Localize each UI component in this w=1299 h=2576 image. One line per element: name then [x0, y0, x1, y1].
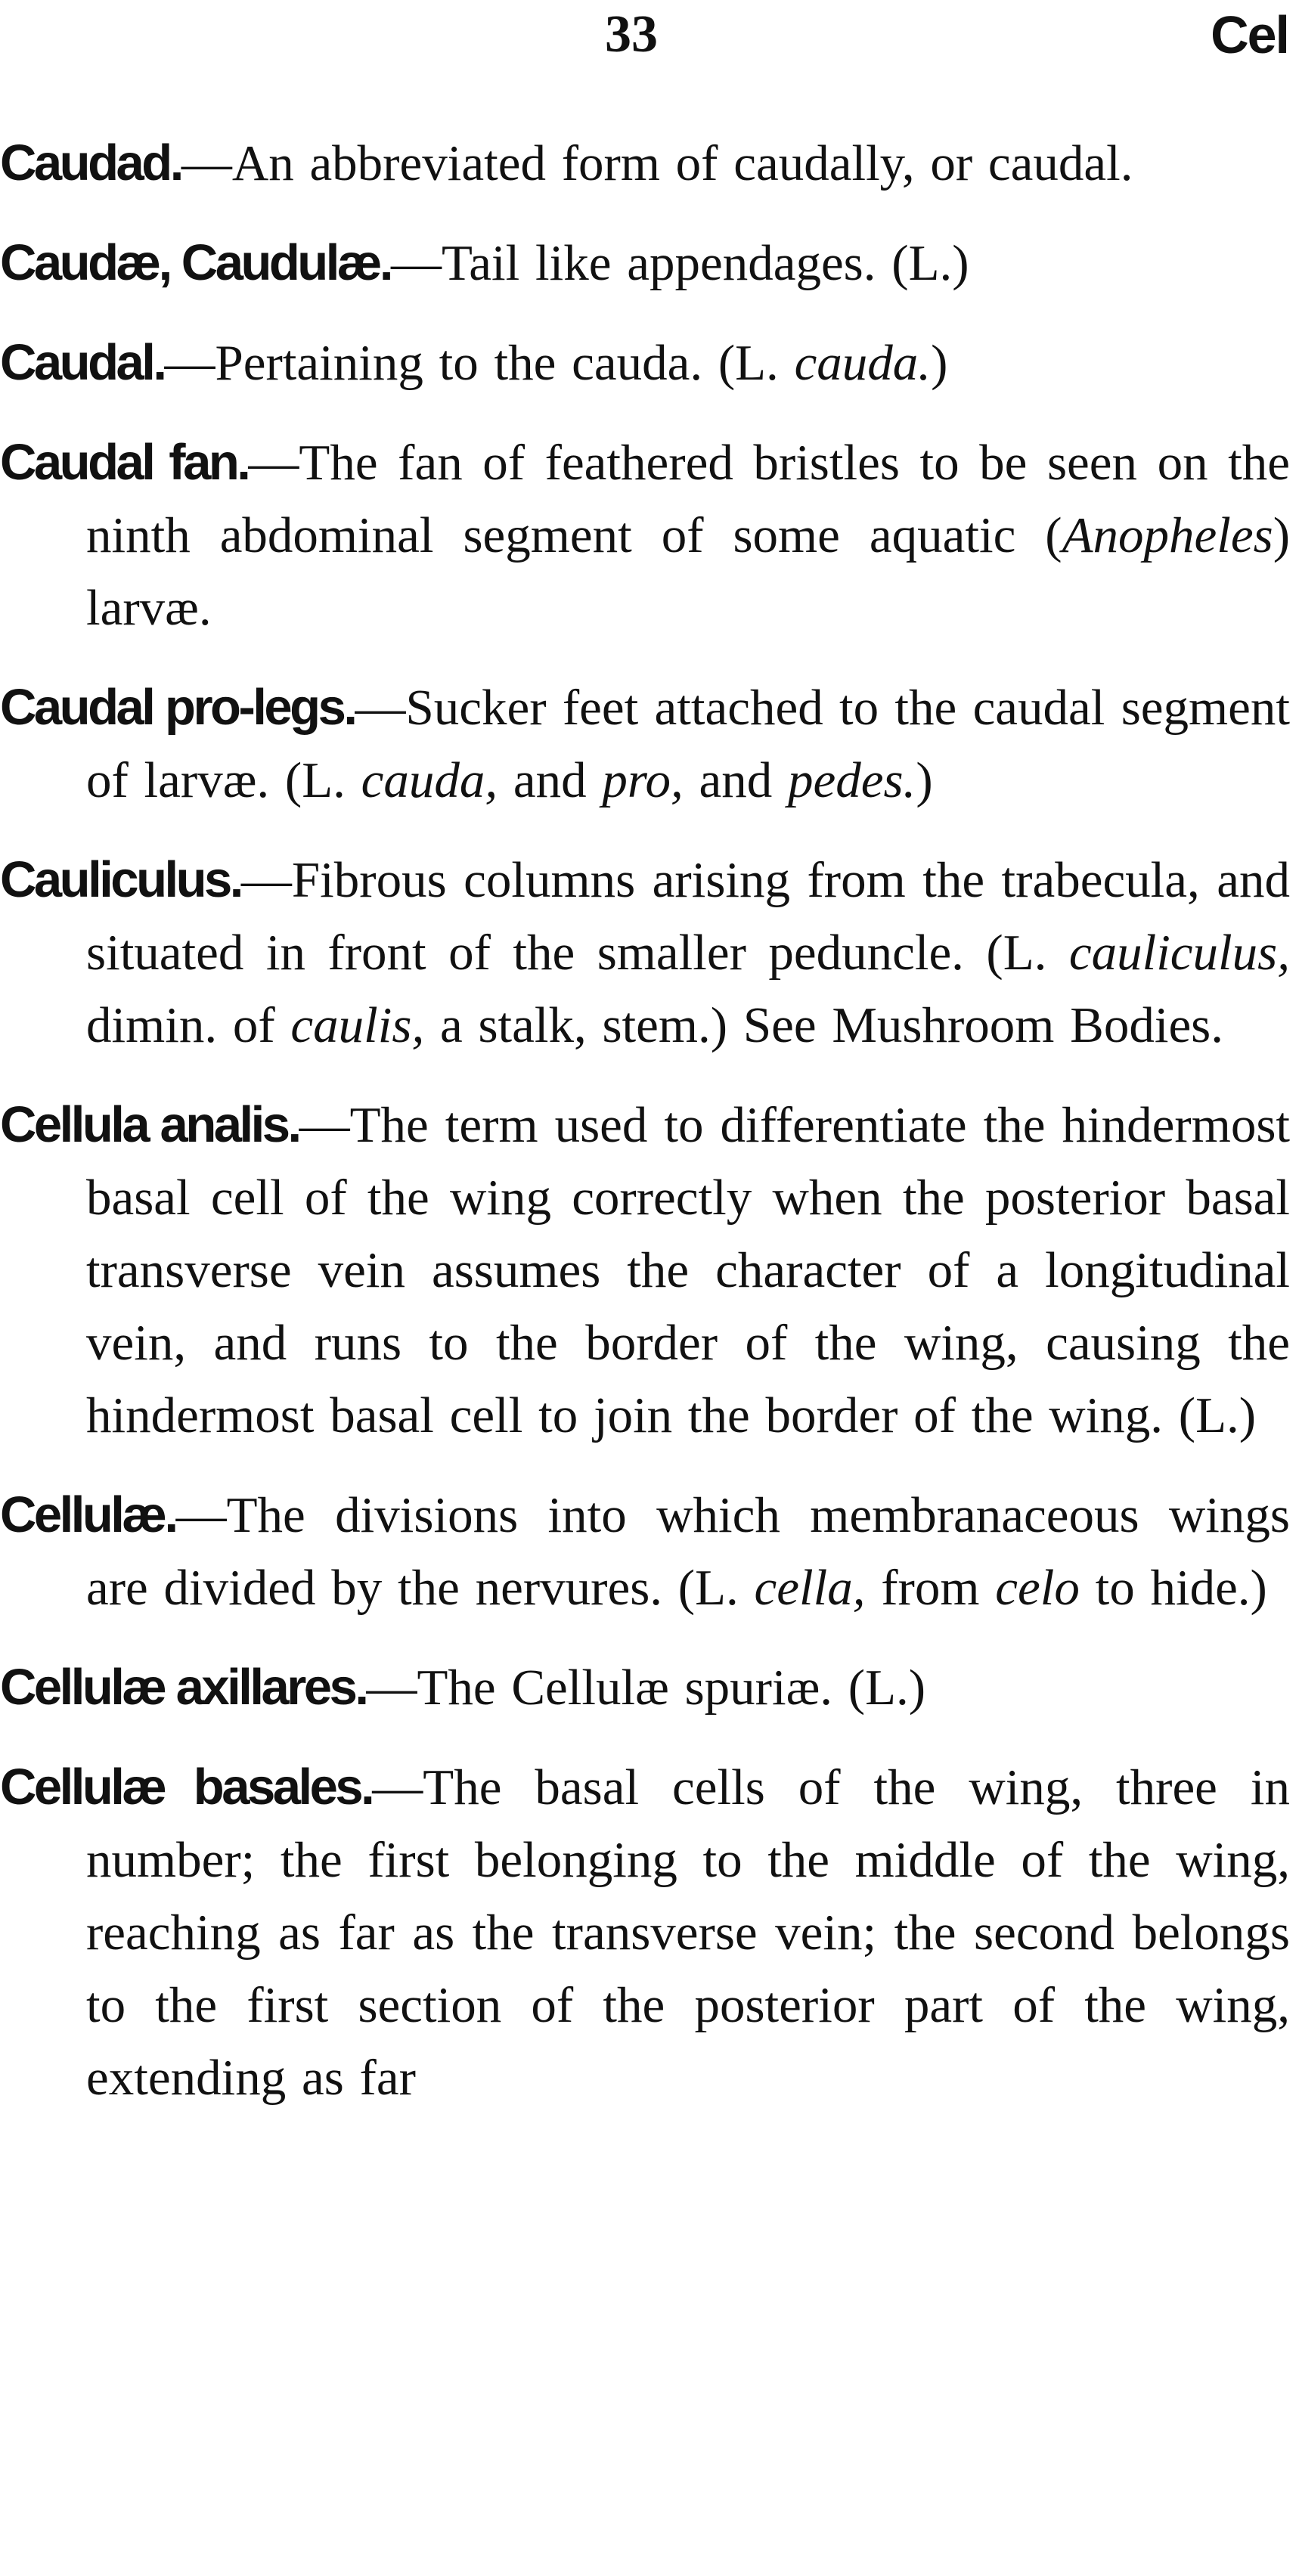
dictionary-entry — [0, 1651, 1290, 1724]
dictionary-entry — [0, 426, 1290, 644]
entry-dash: — — [366, 1660, 417, 1716]
dictionary-entry — [0, 1479, 1290, 1624]
entry-dash: — — [372, 1759, 423, 1815]
dictionary-entry — [0, 1751, 1290, 2114]
entry-headword: Cellula analis. — [0, 1096, 299, 1153]
entry-definition-text: a stalk, stem.) See Mushroom Bodies. — [424, 997, 1224, 1053]
entry-definition-text: from — [865, 1560, 996, 1616]
entry-italic-text: cauda, — [361, 752, 498, 808]
entry-headword: Caudal pro-legs. — [0, 679, 355, 736]
entry-definition-text: ) — [916, 752, 933, 808]
dictionary-entry — [0, 1089, 1290, 1452]
entry-headword: Cellulæ. — [0, 1486, 176, 1543]
entry-definition-text: Fibrous columns arising from the trabecula, and situated in front of the smaller peduncle. (L. — [86, 852, 1290, 981]
entry-definition-text: The divisions into which membranaceous wings are divided by the nervures. (L. — [86, 1487, 1290, 1616]
entry-definition-text: ) — [931, 335, 948, 391]
entry-definition-text: Pertaining to the cauda. (L. — [215, 335, 795, 391]
entry-headword: Caudæ, Caudulæ. — [0, 234, 392, 291]
entry-italic-text: pedes. — [788, 752, 916, 808]
entry-definition-text: ) larvæ. — [86, 507, 1290, 636]
dictionary-entry — [0, 227, 1290, 299]
entry-dash: — — [181, 135, 232, 191]
entry-headword: Cellulæ basales. — [0, 1759, 373, 1815]
entry-italic-text: celo — [995, 1560, 1080, 1616]
entry-dash: — — [355, 680, 406, 736]
entry-italic-text: pro, — [602, 752, 684, 808]
entry-dash: — — [248, 435, 299, 491]
entry-headword: Cellulæ axillares. — [0, 1659, 367, 1716]
entry-definition-text: to hide.) — [1079, 1560, 1267, 1616]
entry-list — [0, 127, 1290, 2141]
entry-definition-text: The fan of feathered bristles to be seen on the ninth abdominal segment of some aquatic ( — [86, 435, 1290, 563]
entry-headword: Caudal fan. — [0, 434, 249, 491]
entry-definition-text: An abbreviated form of caudally, or caudal. — [231, 135, 1133, 191]
running-head: Cel — [1211, 5, 1288, 64]
entry-definition-text: dimin. of — [86, 997, 291, 1053]
entry-headword: Cauliculus. — [0, 851, 241, 908]
entry-headword: Caudad. — [0, 135, 181, 191]
entry-definition-text: The term used to differentiate the hindermost basal cell of the wing correctly when the posterior basal transverse vein assumes the character of a longitudinal vein, and runs to the border of the wing, causing the hindermost basal cell to join the border of the wing. (L.) — [86, 1097, 1291, 1443]
entry-definition-text: The Cellulæ spuriæ. (L.) — [417, 1660, 926, 1716]
page-number: 33 — [605, 5, 658, 64]
entry-italic-text: Anopheles — [1062, 507, 1273, 563]
entry-italic-text: cauliculus, — [1068, 925, 1290, 981]
entry-dash: — — [240, 852, 292, 908]
dictionary-entry — [0, 844, 1290, 1062]
dictionary-entry — [0, 327, 1290, 399]
entry-definition-text: Sucker feet attached to the caudal segment of larvæ. (L. — [86, 680, 1290, 808]
entry-definition-text: Tail like appendages. (L.) — [442, 235, 969, 291]
entry-definition-text: and — [498, 752, 603, 808]
entry-dash: — — [391, 235, 442, 291]
dictionary-entry — [0, 671, 1290, 817]
page-header — [0, 0, 1299, 68]
entry-definition-text: and — [683, 752, 788, 808]
dictionary-entry — [0, 127, 1290, 200]
entry-headword: Caudal. — [0, 334, 165, 391]
entry-italic-text: cella, — [754, 1560, 866, 1616]
entry-dash: — — [164, 335, 215, 391]
entry-italic-text: cauda. — [794, 335, 932, 391]
entry-definition-text: The basal cells of the wing, three in number; the first belonging to the middle of the wing, reaching as far as the transverse vein; the second belongs to the first section of the posterior part of the wing, extending as far — [86, 1759, 1290, 2106]
entry-italic-text: caulis, — [290, 997, 425, 1053]
entry-dash: — — [175, 1487, 227, 1543]
entry-dash: — — [299, 1097, 350, 1153]
